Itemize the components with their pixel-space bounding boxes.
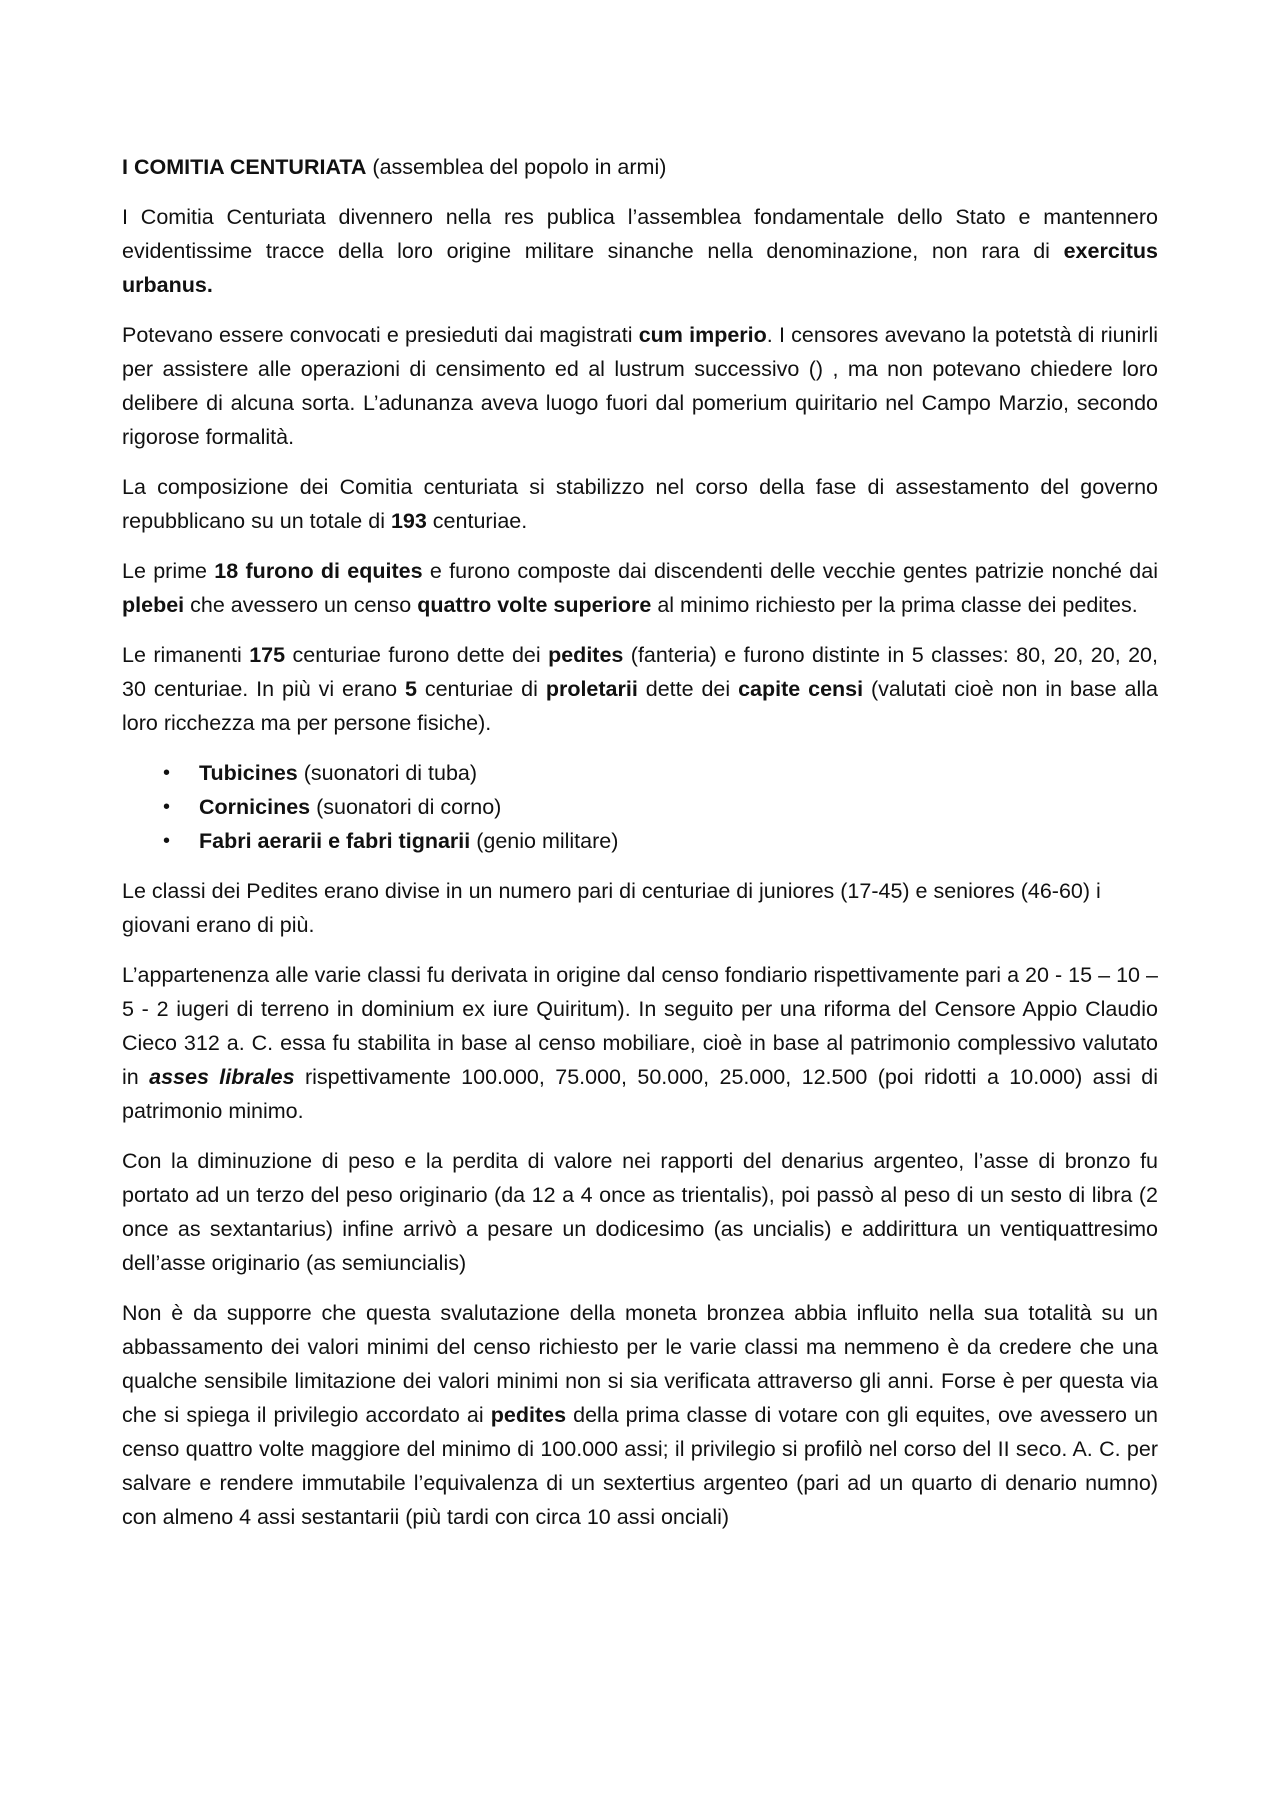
text-run: (genio militare) <box>470 829 619 853</box>
bold-run: 175 <box>249 643 286 667</box>
title-bold: I COMITIA CENTURIATA <box>122 155 367 179</box>
text-run: rispettivamente 100.000, 75.000, 50.000, 25.000, 12.500 (poi ridotti a 10.000) assi di patrimonio minimo. <box>122 1065 1158 1123</box>
text-run: Con la diminuzione di peso e la perdita di valore nei rapporti del denarius argenteo, l’asse di bronzo fu portato ad un terzo del peso originario (da 12 a 4 once as trientalis), poi passò al peso di un sesto di libra (2 once as sextantarius) infine arrivò a pesare un dodicesimo (as uncialis) e addirittura un ventiquattresimo dell’asse originario (as semiuncialis) <box>122 1149 1158 1275</box>
document-title <box>122 150 1158 184</box>
paragraph-2 <box>122 318 1158 454</box>
bold-run: Tubicines <box>199 761 298 785</box>
text-run: Le rimanenti <box>122 643 250 667</box>
text-run: che avessero un censo <box>184 593 418 617</box>
paragraph-1 <box>122 200 1158 302</box>
text-run: . I censores avevano la potetstà di riunirli per assistere alle operazioni di censimento ed al lustrum successivo () , ma non potevano chiedere loro delibere di alcuna sorta. L’adunanza aveva luogo fuori dal pomerium quiritario nel Campo Marzio, secondo rigorose formalità. <box>122 323 1159 449</box>
bold-run: quattro volte superiore <box>417 593 652 617</box>
text-run: (suonatori di tuba) <box>297 761 478 785</box>
text-run: della prima classe di votare con gli equites, ove avessero un censo quattro volte maggiore del minimo di 100.000 assi; il privilegio si profilò nel corso del II seco. A. C. per salvare e rendere immutabile l’equivalenza di un sextertius argenteo (pari ad un quarto di denario numno) con almeno 4 assi sestantarii (più tardi con circa 10 assi onciali) <box>122 1403 1158 1529</box>
text-run: Potevano essere convocati e presieduti dai magistrati <box>122 323 639 347</box>
bold-run: 193 <box>390 509 427 533</box>
text-run: La composizione dei Comitia centuriata si stabilizzo nel corso della fase di assestamento del governo repubblicano su un totale di <box>122 475 1158 533</box>
text-run: dette dei <box>637 677 739 701</box>
list-item <box>122 756 1158 790</box>
paragraph-9 <box>122 1296 1158 1534</box>
paragraph-3 <box>122 470 1158 538</box>
paragraph-7 <box>122 958 1158 1128</box>
list-item <box>122 790 1158 824</box>
bold-run: Fabri aerarii e fabri tignarii <box>199 829 471 853</box>
bold-run: 18 furono di equites <box>214 559 423 583</box>
bold-run: plebei <box>122 593 185 617</box>
text-run: al minimo richiesto per la prima classe dei pedites. <box>651 593 1138 617</box>
paragraph-8 <box>122 1144 1158 1280</box>
text-run: Le classi dei Pedites erano divise in un numero pari di centuriae di juniores (17-45) e seniores (46-60) i giovani erano di più. <box>122 879 1101 937</box>
text-run: centuriae furono dette dei <box>285 643 549 667</box>
bold-run: 5 <box>404 677 417 701</box>
text-run: I Comitia Centuriata divennero nella res publica l’assemblea fondamentale dello Stato e mantennero evidentissime tracce della loro origine militare sinanche nella denominazione, non rara di <box>122 205 1158 263</box>
title-subtitle: (assemblea del popolo in armi) <box>366 155 667 179</box>
bold-run: proletarii <box>545 677 638 701</box>
bold-run: Cornicines <box>199 795 311 819</box>
bold-run: cum imperio <box>638 323 767 347</box>
text-run: (suonatori di corno) <box>310 795 502 819</box>
bullet-list <box>122 756 1158 858</box>
bullet-marker: • <box>163 796 171 818</box>
text-run: L’appartenenza alle varie classi fu derivata in origine dal censo fondiario rispettivamente pari a 20 - 15 – 10 – 5 - 2 iugeri di terreno in dominium ex iure Quiritum). In seguito per una riforma del Censore Appio Claudio Cieco 312 a. C. essa fu stabilita in base al censo mobiliare, cioè in base al patrimonio complessivo valutato in <box>122 963 1158 1089</box>
bold-run: pedites <box>490 1403 567 1427</box>
text-run: e furono composte dai discendenti delle vecchie gentes patrizie nonché dai <box>422 559 1158 583</box>
paragraph-6 <box>122 874 1158 942</box>
paragraph-4 <box>122 554 1158 622</box>
paragraph-5 <box>122 638 1158 740</box>
bullet-marker: • <box>163 762 171 784</box>
text-run: centuriae. <box>426 509 528 533</box>
text-run: (fanteria) e furono distinte in 5 classes: 80, 20, 20, 20, 30 centuriae. In più vi erano <box>122 643 1158 701</box>
bold-run: pedites <box>548 643 624 667</box>
bullet-marker: • <box>163 830 171 852</box>
text-run: Non è da supporre che questa svalutazione della moneta bronzea abbia influito nella sua totalità su un abbassamento dei valori minimi del censo richiesto per le varie classi ma nemmeno è da credere che una qualche sensibile limitazione dei valori minimi non si sia verificata attraverso gli anni. Forse è per questa via che si spiega il privilegio accordato ai <box>122 1301 1158 1427</box>
bold-run: capite censi <box>738 677 864 701</box>
document-page <box>122 150 1158 1550</box>
text-run: centuriae di <box>416 677 546 701</box>
text-run: Le prime <box>122 559 215 583</box>
list-item <box>122 824 1158 858</box>
text-run: (valutati cioè non in base alla loro ricchezza ma per persone fisiche). <box>122 677 1158 735</box>
bold-italic-run: asses librales <box>149 1065 295 1089</box>
bold-run: exercitus urbanus. <box>122 239 1158 297</box>
